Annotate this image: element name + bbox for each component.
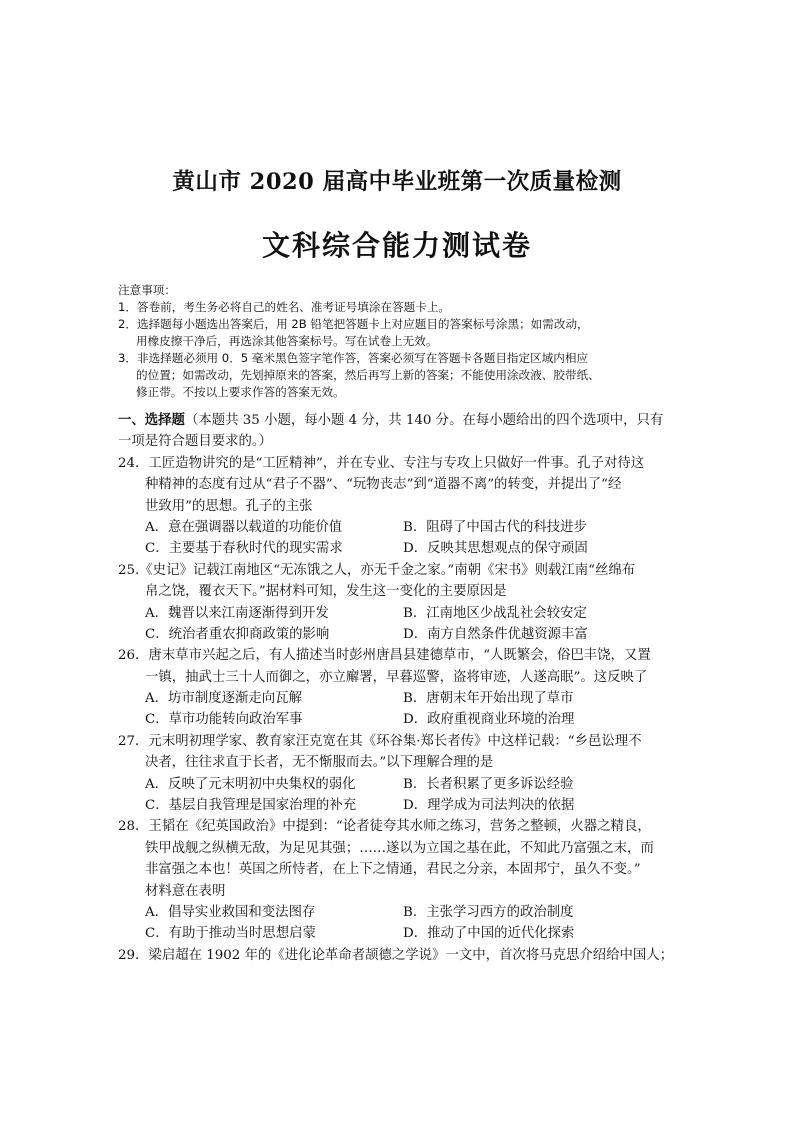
- question-stem-line: 世致用”的思想。孔子的主张: [145, 498, 313, 514]
- exam-subtitle: 文科综合能力测试卷: [261, 229, 532, 262]
- note-line: 1．答卷前，考生务必将自己的姓名、准考证号填涂在答题卡上。: [118, 300, 451, 314]
- section-header: [118, 410, 690, 431]
- note-line: 修正带。不按以上要求作答的答案无效。: [136, 385, 345, 399]
- question-stem-line: 帛之饶，覆衣天下。”据材料可知，发生这一变化的主要原因是: [145, 584, 507, 600]
- notes-heading: 注意事项：: [118, 283, 176, 297]
- option-c: C．主要基于春秋时代的现实需求: [145, 541, 343, 557]
- option-row: [118, 688, 690, 709]
- option-b: B．阻碍了中国古代的科技进步: [403, 519, 587, 535]
- option-row: [118, 624, 690, 645]
- section-description: （本题共 35 小题，每小题 4 分，共 140 分。在每小题给出的四个选项中，只有: [184, 413, 664, 428]
- option-row: [118, 517, 690, 538]
- option-row: [118, 709, 690, 730]
- question-stem-line: 材料意在表明: [145, 883, 226, 899]
- option-b: B．主张学习西方的政治制度: [403, 904, 574, 920]
- note-line: 3．非选择题必须用 0．5 毫米黑色签字笔作答，答案必须写在答题卡各题目指定区域内相应: [118, 351, 589, 365]
- note-line: 2．选择题每小题选出答案后，用 2B 铅笔把答题卡上对应题目的答案标号涂黑；如需改动，: [118, 317, 589, 331]
- option-c: C．基层自我管理是国家治理的补充: [145, 798, 357, 814]
- option-a: A．反映了元末明初中央集权的弱化: [145, 776, 356, 792]
- option-c: C．有助于推动当时思想启蒙: [145, 926, 316, 942]
- question-stem-line: 28．王韬在《纪英国政治》中提到：“论者徒夸其水师之练习，营务之整顿，火器之精良，: [118, 819, 651, 835]
- option-b: B．唐朝末年开始出现了草市: [403, 691, 574, 707]
- option-d: D．反映其思想观点的保守顽固: [403, 541, 588, 557]
- notes-block: [118, 282, 688, 401]
- option-row: [118, 774, 690, 795]
- question-29: [118, 945, 690, 966]
- question-24: [118, 453, 690, 560]
- question-stem-line: 决者，往往求直于长者，无不惭服而去。”以下理解合理的是: [145, 755, 494, 771]
- option-a: A．坊市制度逐渐走向瓦解: [145, 691, 302, 707]
- option-row: [118, 538, 690, 559]
- option-a: A．意在强调器以载道的功能价值: [145, 519, 343, 535]
- option-d: D．政府重视商业环境的治理: [403, 712, 575, 728]
- option-row: [118, 603, 690, 624]
- section-label: 一、选择题: [118, 412, 185, 428]
- question-stem-line: 铁甲战舰之纵横无敌，为足见其强；……遂以为立国之基在此，不知此乃富强之末，而: [145, 840, 654, 856]
- note-line: 的位置；如需改动，先划掉原来的答案，然后再写上新的答案；不能使用涂改液、胶带纸、: [136, 368, 600, 382]
- exam-title: 黄山市 2020 届高中毕业班第一次质量检测: [172, 169, 622, 195]
- option-b: B．长者积累了更多诉讼经验: [403, 776, 574, 792]
- option-b: B．江南地区少战乱社会较安定: [403, 605, 587, 621]
- question-26: [118, 645, 690, 731]
- question-25: [118, 560, 690, 646]
- question-stem-line: 24．工匠造物讲究的是“工匠精神”，并在专业、专注与专攻上只做好一件事。孔子对待这: [118, 455, 645, 471]
- option-a: A．魏晋以来江南逐渐得到开发: [145, 605, 329, 621]
- question-28: [118, 816, 690, 944]
- note-line: 用橡皮擦干净后，再选涂其他答案标号。写在试卷上无效。: [136, 334, 438, 348]
- question-stem-line: 种精神的态度有过从“君子不器”、“玩物丧志”到“道器不离”的转变，并提出了“经: [145, 477, 622, 493]
- option-row: [118, 902, 690, 923]
- option-row: [118, 923, 690, 944]
- option-d: D．推动了中国的近代化探索: [403, 926, 575, 942]
- section-description-cont: 一项是符合题目要求的。）: [118, 434, 272, 450]
- option-row: [118, 795, 690, 816]
- question-stem-line: 26．唐末草市兴起之后，有人描述当时彭州唐昌县建德草市，“人既繁会，俗巴丰饶，又置: [118, 648, 651, 664]
- option-c: C．统治者重农抑商政策的影响: [145, 626, 330, 642]
- question-stem-line: 29．梁启超在 1902 年的《进化论革命者颉德之学说》一文中，首次将马克思介绍给中国人；: [118, 947, 674, 963]
- questions-body: [118, 410, 690, 966]
- option-a: A．倡导实业救国和变法图存: [145, 904, 316, 920]
- option-c: C．草市功能转向政治军事: [145, 712, 303, 728]
- option-d: D．理学成为司法判决的依据: [403, 798, 575, 814]
- question-stem-line: 一镇，抽武士三十人而御之，亦立廨署，早暮巡警，盗将审迹，人遂高眠”。这反映了: [145, 669, 648, 685]
- question-stem-line: 27．元末明初理学家、教育家汪克宽在其《环谷集·郑长者传》中这样记载：“乡邑讼理不: [118, 733, 642, 749]
- question-stem-line: 25.《史记》记载江南地区“无冻饿之人，亦无千金之家。”南朝《宋书》则载江南“丝绵布: [118, 562, 636, 578]
- option-d: D．南方自然条件优越资源丰富: [403, 626, 588, 642]
- question-stem-line: 非富强之本也！英国之所恃者，在上下之情通，君民之分亲，本固邦宁，虽久不变。”: [145, 862, 641, 878]
- question-27: [118, 731, 690, 817]
